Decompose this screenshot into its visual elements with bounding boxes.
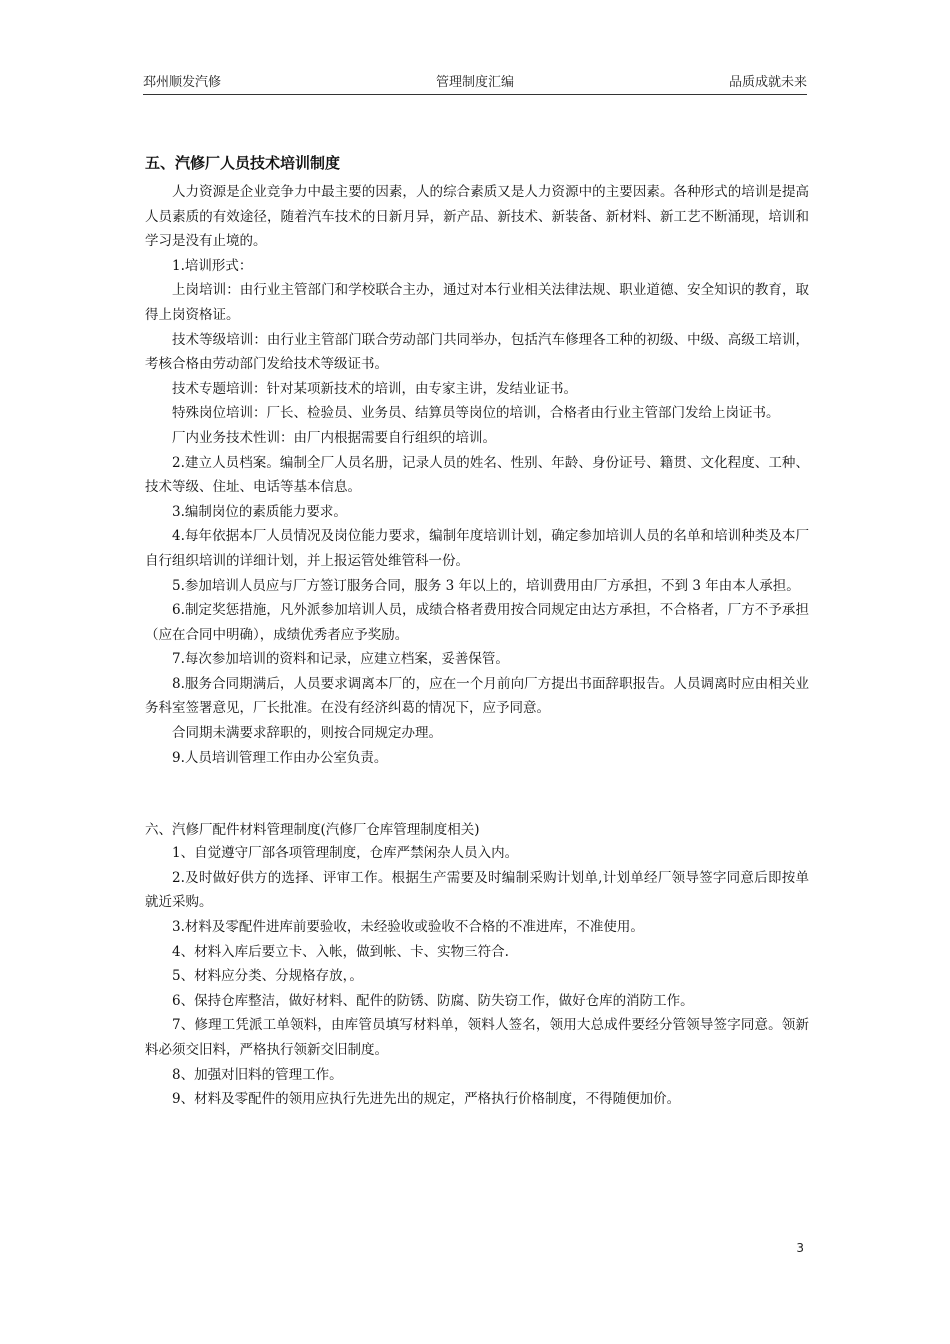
paragraph: 4、材料入库后要立卡、入帐，做到帐、卡、实物三符合. — [172, 943, 509, 960]
paragraph: 9.人员培训管理工作由办公室负责。 — [172, 749, 388, 766]
paragraph: 8.服务合同期满后，人员要求调离本厂的，应在一个月前向厂方提出书面辞职报告。人员调离时应由相关业务科室签署意见，厂长批准。在没有经济纠葛的情况下，应予同意。 — [145, 675, 809, 717]
paragraph: 1.培训形式： — [172, 257, 253, 274]
paragraph: 3.编制岗位的素质能力要求。 — [172, 503, 347, 520]
paragraph: 人力资源是企业竞争力中最主要的因素，人的综合素质又是人力资源中的主要因素。各种形式的培训是提高人员素质的有效途径，随着汽车技术的日新月异，新产品、新技术、新装备、新材料、新工艺不断涌现，培训和学习是没有止境的。 — [145, 184, 809, 250]
header-document-title: 管理制度汇编 — [435, 75, 514, 90]
page-number: 3 — [796, 1241, 804, 1255]
section-title: 五、汽修厂人员技术培训制度 — [145, 154, 341, 172]
paragraph: 2.建立人员档案。编制全厂人员名册，记录人员的姓名、性别、年龄、身份证号、籍贯、文化程度、工种、技术等级、住址、电话等基本信息。 — [145, 454, 809, 496]
paragraph: 6、保持仓库整洁，做好材料、配件的防锈、防腐、防失窃工作，做好仓库的消防工作。 — [172, 992, 694, 1009]
paragraph: 2.及时做好供方的选择、评审工作。根据生产需要及时编制采购计划单,计划单经厂领导签字同意后即按单就近采购。 — [145, 869, 809, 911]
paragraph: 6.制定奖惩措施，凡外派参加培训人员，成绩合格者费用按合同规定由达方承担，不合格者，厂方不予承担（应在合同中明确），成绩优秀者应予奖励。 — [145, 602, 809, 643]
page-header — [143, 71, 807, 93]
paragraph: 合同期未满要求辞职的，则按合同规定办理。 — [172, 725, 442, 742]
paragraph: 5.参加培训人员应与厂方签订服务合同，服务 3 年以上的，培训费用由厂方承担，不到 3 年由本人承担。 — [172, 577, 800, 594]
document-body — [145, 152, 809, 1112]
header-divider — [143, 94, 807, 95]
paragraph: 8、加强对旧料的管理工作。 — [172, 1066, 343, 1083]
header-company: 邳州顺发汽修 — [143, 75, 222, 90]
section-parts-management — [145, 841, 809, 1112]
paragraph: 技术等级培训：由行业主管部门联合劳动部门共同举办，包括汽车修理各工种的初级、中级、高级工培训，考核合格由劳动部门发给技术等级证书。 — [145, 331, 809, 373]
paragraph: 特殊岗位培训：厂长、检验员、业务员、结算员等岗位的培训，合格者由行业主管部门发给上岗证书。 — [172, 405, 780, 422]
paragraph: 4.每年依据本厂人员情况及岗位能力要求，编制年度培训计划，确定参加培训人员的名单和培训种类及本厂自行组织培训的详细计划，并上报运管处维管科一份。 — [145, 528, 809, 569]
paragraph: 9、材料及零配件的领用应执行先进先出的规定，严格执行价格制度，不得随便加价。 — [172, 1091, 681, 1108]
paragraph: 1、自觉遵守厂部各项管理制度，仓库严禁闲杂人员入内。 — [172, 845, 519, 862]
paragraph: 5、材料应分类、分规格存放，。 — [172, 968, 363, 985]
header-slogan: 品质成就未来 — [728, 75, 807, 90]
section-title: 六、汽修厂配件材料管理制度(汽修厂仓库管理制度相关) — [145, 822, 480, 839]
paragraph: 7、修理工凭派工单领料，由库管员填写材料单，领料人签名，领用大总成件要经分管领导签字同意。领新料必须交旧料，严格执行领新交旧制度。 — [145, 1017, 809, 1058]
section-gap — [145, 770, 809, 819]
paragraph: 技术专题培训：针对某项新技术的培训，由专家主讲，发结业证书。 — [172, 380, 577, 397]
paragraph: 7.每次参加培训的资料和记录，应建立档案，妥善保管。 — [172, 651, 509, 668]
section-training — [145, 180, 809, 770]
paragraph: 厂内业务技术性训：由厂内根据需要自行组织的培训。 — [172, 429, 496, 446]
paragraph: 上岗培训：由行业主管部门和学校联合主办，通过对本行业相关法律法规、职业道德、安全知识的教育，取得上岗资格证。 — [145, 282, 809, 323]
paragraph: 3.材料及零配件进库前要验收，未经验收或验收不合格的不准进库，不准使用。 — [172, 919, 644, 936]
